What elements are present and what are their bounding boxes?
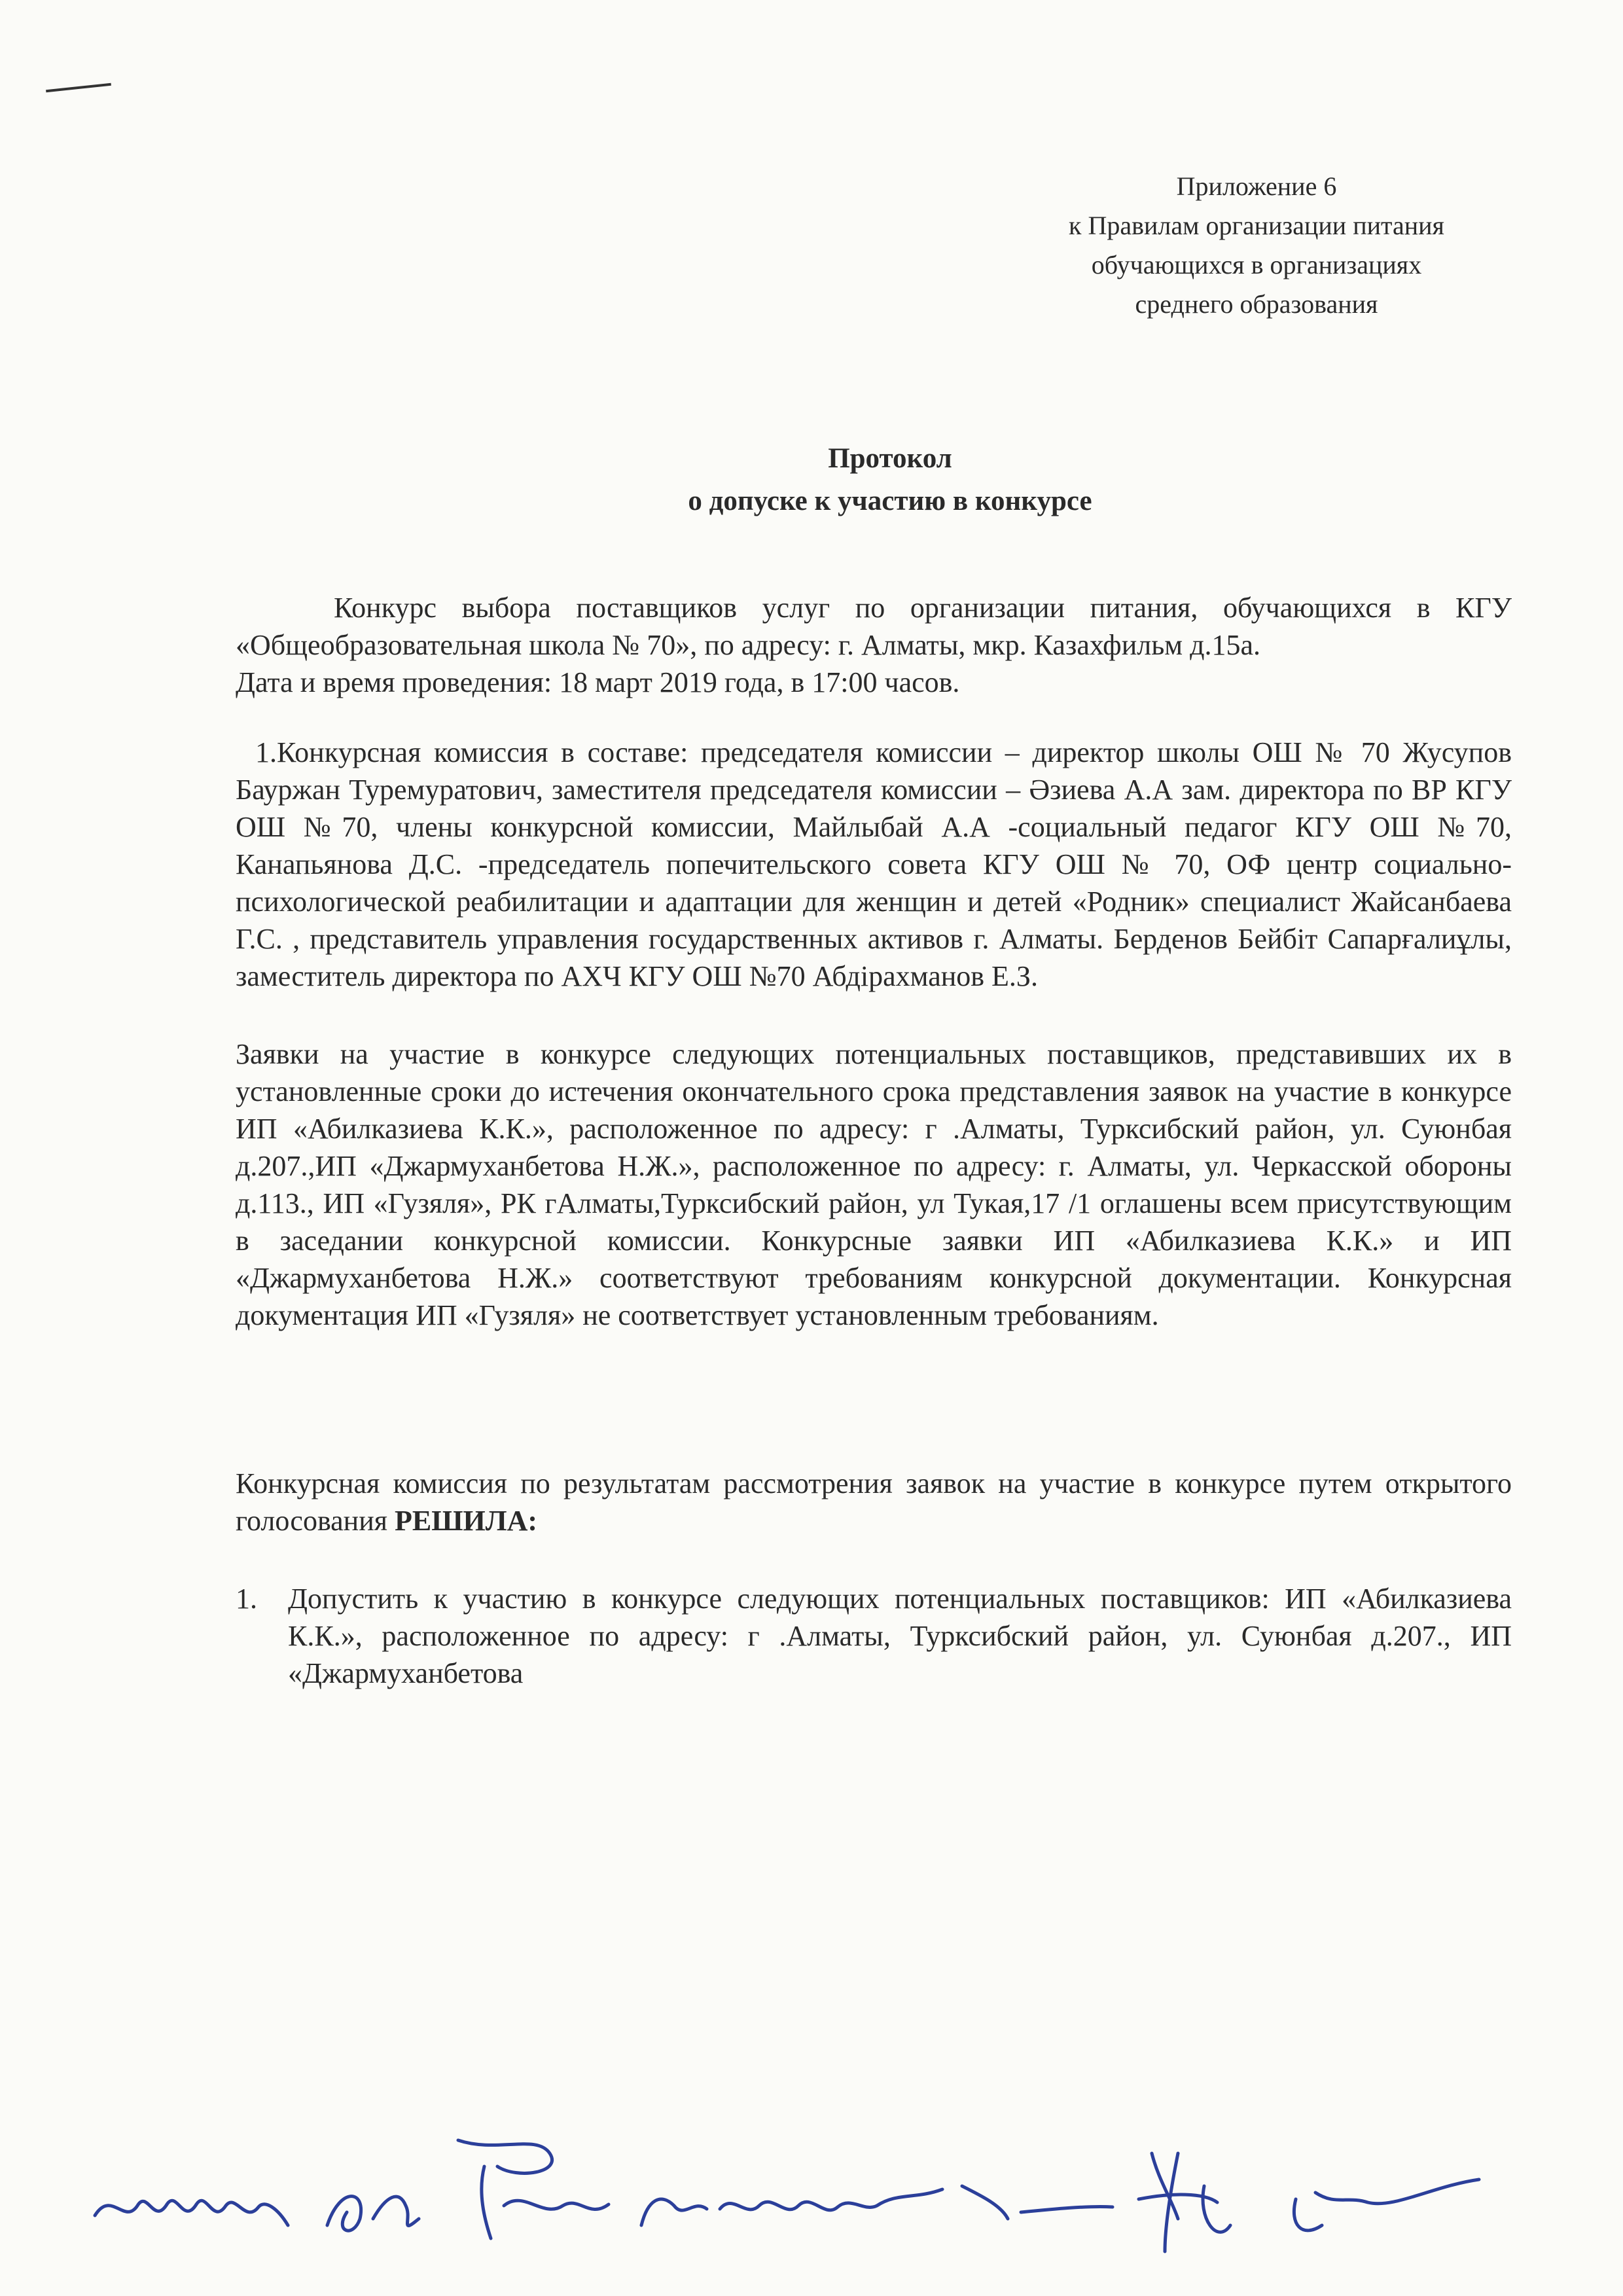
appendix-line: к Правилам организации питания [1069,211,1444,240]
decision-word: РЕШИЛА: [395,1505,537,1537]
signature-3 [458,2140,609,2238]
commission-paragraph: 1.Конкурсная комиссия в составе: председателя комиссии – директор школы ОШ № 70 Жусупов Бауржан Туремуратович, заместителя председателя комиссии – Әзиева А.А зам. директора по ВР КГУ ОШ №70, члены конкурсной комиссии, Майлыбай А.А -социальный педагог КГУ ОШ №70, Канапьянова Д.С. -председатель попечительского совета КГУ ОШ № 70, ОФ центр социально-психологической реабилитации и адаптации для женщин и детей «Родник» специалист Жайсанбаева Г.С. , представитель управления государственных активов г. Алматы. Берденов Бейбіт Сапарғалиұлы, заместитель директора по АХЧ КГУ ОШ №70 Абдірахманов Е.З. [236,736,1512,992]
appendix-line: Приложение 6 [1176,171,1337,201]
signature-2 [327,2197,419,2231]
decision-intro: Конкурсная комиссия по результатам рассмотрения заявок на участие в конкурсе путем открытого голосования [236,1467,1512,1537]
appendix-header [969,167,1544,324]
signature-7 [1294,2179,1479,2231]
decision-item [236,1580,1512,1692]
document-body [236,589,1512,1692]
decision-paragraph [236,1465,1512,1539]
title-line: Протокол [828,443,952,474]
decision-item-text: Допустить к участию в конкурсе следующих потенциальных поставщиков: ИП «Абилказиева К.К.», расположенное по адресу: г .Алматы, Турксибский район, ул. Суюнбая д.207., ИП «Джармуханбетова [288,1583,1512,1689]
date-line: Дата и время проведения: 18 март 2019 года, в 17:00 часов. [236,666,960,698]
scan-edge-mark [46,83,111,92]
signatures-row [92,2127,1551,2271]
signature-1 [95,2200,288,2225]
appendix-line: среднего образования [1135,289,1378,319]
signature-strokes [92,2127,1551,2271]
bids-paragraph: Заявки на участие в конкурсе следующих потенциальных поставщиков, представивших их в установленные сроки до истечения окончательного срока представления заявок на участие в конкурсе ИП «Абилказиева К.К.», расположенное по адресу: г .Алматы, Турксибский район, ул. Суюнбая д.207.,ИП «Джармуханбетова Н.Ж.», расположенное по адресу: г. Алматы, ул. Черкасской обороны д.113., ИП «Гузяля», РК гАлматы,Турксибский район, ул Тукая,17 /1 оглашены всем присутствующим в заседании конкурсной комиссии. Конкурсные заявки ИП «Абилказиева К.К.» и ИП «Джармуханбетова Н.Ж.» соответствуют требованиям конкурсной документации. Конкурсная документация ИП «Гузяля» не соответствует установленным требованиям. [236,1038,1512,1331]
intro-paragraph: Конкурс выбора поставщиков услуг по организации питания, обучающихся в КГУ «Общеобразовательная школа № 70», по адресу: г. Алматы, мкр. Казахфильм д.15а. [236,592,1512,661]
signature-5 [962,2186,1113,2219]
document-title [0,437,1623,522]
title-line: о допуске к участию в конкурсе [688,486,1092,516]
signature-4 [641,2189,942,2225]
signature-6 [1139,2153,1230,2251]
appendix-line: обучающихся в организациях [1091,250,1422,279]
decision-item-number: 1. [236,1583,257,1615]
